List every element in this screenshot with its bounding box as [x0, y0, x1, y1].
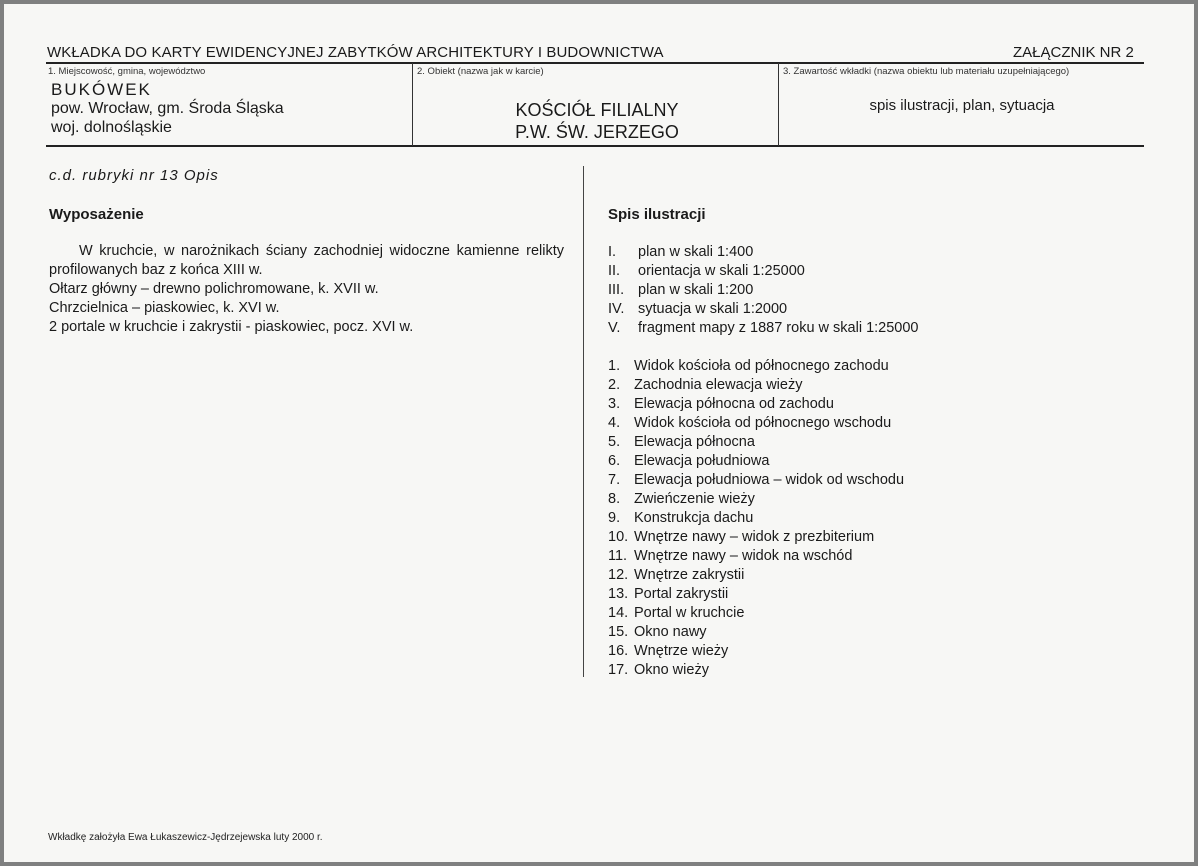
numbered-illustration-list — [608, 357, 904, 680]
list-item-number: I. — [608, 244, 617, 260]
list-item-text: Okno wieży — [634, 662, 709, 678]
district-value: pow. Wrocław, gm. Środa Śląska — [51, 100, 284, 117]
contents-value: spis ilustracji, plan, sytuacja — [869, 97, 1055, 114]
object-name-line2: P.W. ŚW. JERZEGO — [515, 122, 679, 142]
numbered-list-item — [608, 566, 904, 585]
equipment-line: Ołtarz główny – drewno polichromowane, k. XVII w. — [49, 281, 379, 297]
list-item-text: plan w skali 1:400 — [638, 244, 754, 260]
numbered-list-item — [608, 528, 904, 547]
field-label-object: 2. Obiekt (nazwa jak w karcie) — [417, 66, 544, 77]
roman-list-item — [608, 319, 918, 338]
list-item-number: 16. — [608, 643, 629, 659]
list-item-text: Konstrukcja dachu — [634, 510, 754, 526]
numbered-list-item — [608, 585, 904, 604]
illustrations-heading: Spis ilustracji — [608, 206, 706, 223]
roman-list-item — [608, 281, 918, 300]
list-item-number: 17. — [608, 662, 629, 678]
list-item-text: orientacja w skali 1:25000 — [638, 263, 805, 279]
locality-value: BUKÓWEK — [51, 80, 152, 99]
equipment-line: Chrzcielnica – piaskowiec, k. XVI w. — [49, 300, 280, 316]
section-subtitle: c.d. rubryki nr 13 Opis — [49, 167, 219, 184]
list-item-number: 14. — [608, 605, 629, 621]
numbered-list-item — [608, 623, 904, 642]
numbered-list-item — [608, 433, 904, 452]
list-item-number: 7. — [608, 472, 621, 488]
list-item-text: Elewacja północna od zachodu — [634, 396, 834, 412]
list-item-text: Portal w kruchcie — [634, 605, 745, 621]
numbered-list-item — [608, 395, 904, 414]
list-item-text: Okno nawy — [634, 624, 707, 640]
header-bottom-rule — [46, 145, 1144, 147]
list-item-number: V. — [608, 320, 621, 336]
list-item-number: 6. — [608, 453, 621, 469]
list-item-number: IV. — [608, 301, 625, 317]
numbered-list-item — [608, 452, 904, 471]
list-item-number: 4. — [608, 415, 621, 431]
numbered-list-item — [608, 547, 904, 566]
list-item-text: Zwieńczenie wieży — [634, 491, 755, 507]
list-item-number: III. — [608, 282, 625, 298]
list-item-number: II. — [608, 263, 621, 279]
list-item-text: Wnętrze zakrystii — [634, 567, 745, 583]
numbered-list-item — [608, 509, 904, 528]
list-item-text: sytuacja w skali 1:2000 — [638, 301, 788, 317]
list-item-text: Wnętrze wieży — [634, 643, 729, 659]
list-item-text: Widok kościoła od północnego zachodu — [634, 358, 889, 374]
list-item-number: 8. — [608, 491, 621, 507]
roman-list-item — [608, 300, 918, 319]
roman-illustration-list — [608, 243, 918, 338]
field-label-contents: 3. Zawartość wkładki (nazwa obiektu lub materiału uzupełniającego) — [783, 66, 1070, 77]
document-sheet — [4, 4, 1194, 862]
numbered-list-item — [608, 357, 904, 376]
roman-list-item — [608, 243, 918, 262]
numbered-list-item — [608, 414, 904, 433]
list-item-text: plan w skali 1:200 — [638, 282, 754, 298]
list-item-number: 13. — [608, 586, 629, 602]
list-item-text: Widok kościoła od północnego wschodu — [634, 415, 892, 431]
list-item-text: Elewacja południowa – widok od wschodu — [634, 472, 905, 488]
object-name-line1: KOŚCIÓŁ FILIALNY — [515, 100, 679, 120]
list-item-number: 1. — [608, 358, 621, 374]
numbered-list-item — [608, 604, 904, 623]
field-label-locality: 1. Miejscowość, gmina, województwo — [48, 66, 206, 77]
voivodeship-value: woj. dolnośląskie — [51, 119, 172, 136]
list-item-text: Wnętrze nawy – widok na wschód — [634, 548, 853, 564]
numbered-list-item — [608, 471, 904, 490]
list-item-text: Wnętrze nawy – widok z prezbiterium — [634, 529, 875, 545]
form-title: WKŁADKA DO KARTY EWIDENCYJNEJ ZABYTKÓW ARCHITEKTURY I BUDOWNICTWA — [47, 44, 664, 61]
column-divider — [412, 63, 413, 146]
list-item-number: 10. — [608, 529, 629, 545]
author-note: Wkładkę założyła Ewa Łukaszewicz-Jędrzejewska luty 2000 r. — [48, 832, 323, 843]
list-item-number: 2. — [608, 377, 621, 393]
numbered-list-item — [608, 661, 904, 680]
list-item-text: Elewacja południowa — [634, 453, 770, 469]
list-item-number: 5. — [608, 434, 621, 450]
equipment-line: 2 portale w kruchcie i zakrystii - piaskowiec, pocz. XVI w. — [49, 319, 414, 335]
numbered-list-item — [608, 490, 904, 509]
numbered-list-item — [608, 642, 904, 661]
list-item-number: 11. — [608, 548, 628, 564]
list-item-number: 12. — [608, 567, 629, 583]
list-item-text: Zachodnia elewacja wieży — [634, 377, 803, 393]
header-top-rule — [46, 62, 1144, 64]
list-item-text: Elewacja północna — [634, 434, 755, 450]
list-item-number: 9. — [608, 510, 621, 526]
list-item-number: 15. — [608, 624, 629, 640]
equipment-paragraph: W kruchcie, w narożnikach ściany zachodniej widoczne kamienne relikty profilowanych baz z końca XIII w. — [49, 243, 564, 278]
equipment-heading: Wyposażenie — [49, 206, 144, 223]
list-item-text: Portal zakrystii — [634, 586, 729, 602]
attachment-number: ZAŁĄCZNIK NR 2 — [1013, 44, 1134, 61]
equipment-description — [49, 242, 564, 337]
body-column-divider — [583, 166, 584, 677]
list-item-number: 3. — [608, 396, 621, 412]
numbered-list-item — [608, 376, 904, 395]
roman-list-item — [608, 262, 918, 281]
list-item-text: fragment mapy z 1887 roku w skali 1:25000 — [638, 320, 919, 336]
